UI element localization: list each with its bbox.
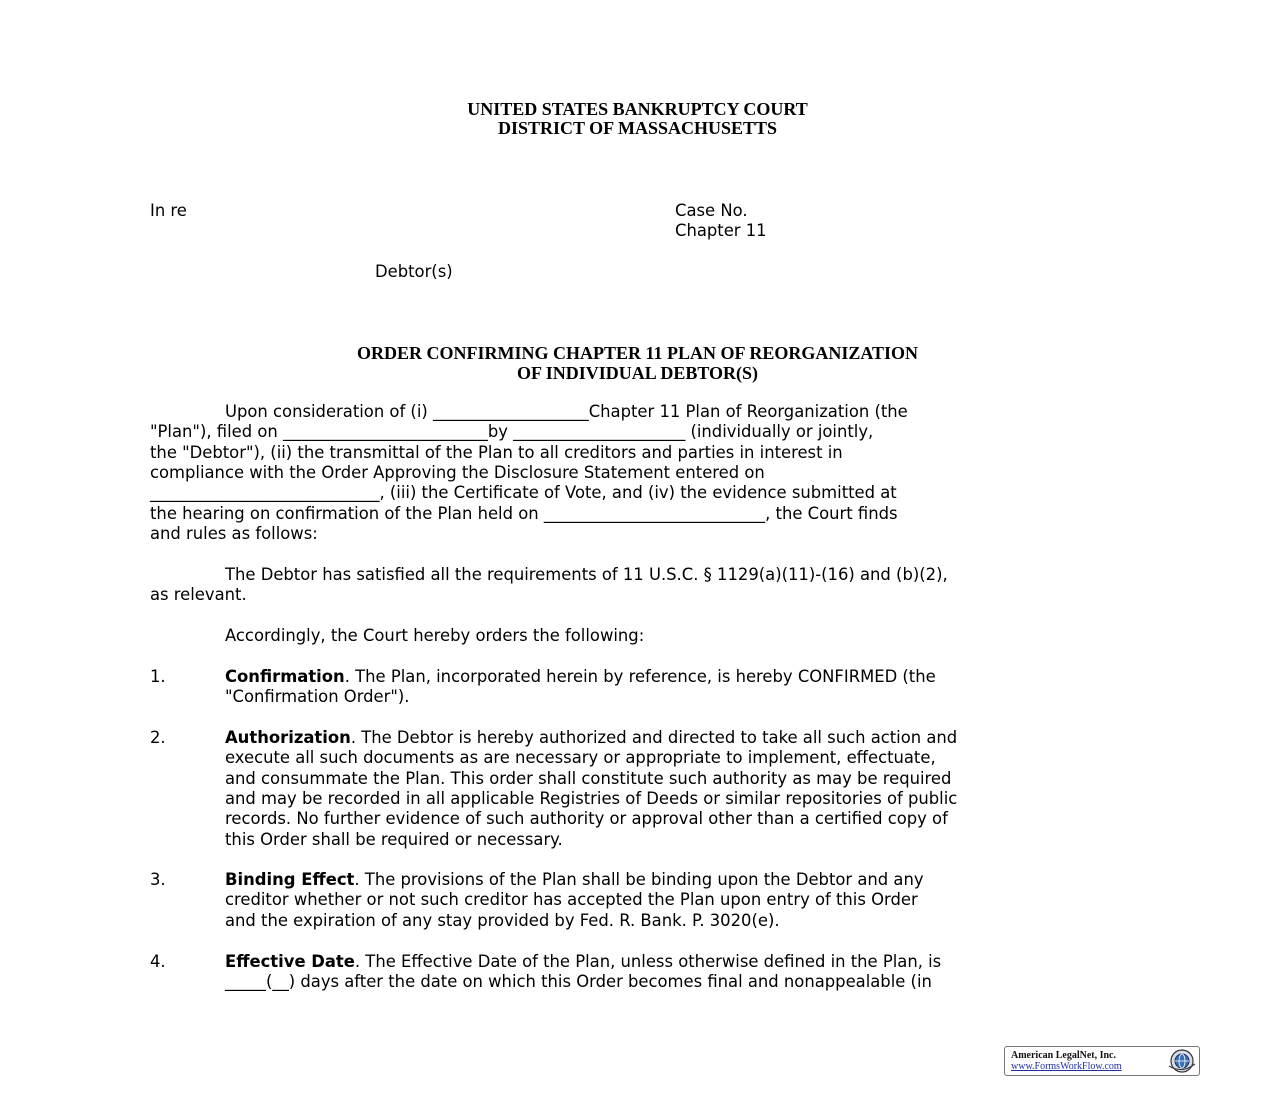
paragraph-line: ____________________________, (iii) the Certificate of Vote, and (iv) the evidence submitted at — [150, 483, 897, 503]
item-text: _____(__) days after the date on which this Order becomes final and nonappealable (in — [225, 972, 932, 992]
court-header — [0, 100, 1275, 138]
in-re-label: In re — [150, 201, 187, 220]
order-item-confirmation — [150, 667, 1130, 708]
item-text: and may be recorded in all applicable Registries of Deeds or similar repositories of public — [225, 789, 958, 809]
paragraph-line: the "Debtor"), (ii) the transmittal of the Plan to all creditors and parties in interest in — [150, 442, 843, 462]
item-text: execute all such documents as are necessary or appropriate to implement, effectuate, — [225, 748, 936, 768]
item-heading: Authorization — [225, 728, 351, 747]
debtors-label: Debtor(s) — [375, 262, 453, 281]
item-text: and consummate the Plan. This order shall constitute such authority as may be required — [225, 768, 952, 788]
item-text: and the expiration of any stay provided by Fed. R. Bank. P. 3020(e). — [225, 910, 780, 930]
order-item-binding-effect — [150, 870, 1130, 931]
item-text: "Confirmation Order"). — [225, 687, 410, 707]
order-item-authorization — [150, 728, 1130, 850]
case-number-label: Case No. — [675, 201, 748, 220]
order-title-line: ORDER CONFIRMING CHAPTER 11 PLAN OF REORGANIZATION — [356, 343, 919, 363]
american-legalnet-logo — [1004, 1046, 1200, 1076]
court-name: UNITED STATES BANKRUPTCY COURT — [467, 99, 808, 119]
orders-intro-paragraph — [150, 626, 1130, 646]
item-text: records. No further evidence of such authority or approval other than a certified copy of — [225, 809, 948, 829]
finding-paragraph — [150, 565, 1130, 606]
item-heading: Confirmation — [225, 667, 345, 686]
order-item-effective-date — [150, 952, 1130, 993]
intro-paragraph — [150, 402, 1130, 544]
logo-company-name: American LegalNet, Inc. — [1011, 1050, 1116, 1061]
paragraph-line: as relevant. — [150, 585, 247, 605]
item-text: . The Effective Date of the Plan, unless otherwise defined in the Plan, is — [354, 952, 942, 971]
item-text: creditor whether or not such creditor has accepted the Plan upon entry of this Order — [225, 890, 918, 910]
item-heading: Effective Date — [225, 952, 355, 971]
paragraph-line: Accordingly, the Court hereby orders the following: — [225, 626, 645, 645]
paragraph-line: Upon consideration of (i) ___________________Chapter 11 Plan of Reorganization (the — [225, 402, 908, 421]
item-heading: Binding Effect — [225, 870, 355, 889]
paragraph-line: The Debtor has satisfied all the requirements of 11 U.S.C. § 1129(a)(11)-(16) and (b)(2), — [225, 565, 948, 584]
order-title — [0, 343, 1275, 383]
paragraph-line: and rules as follows: — [150, 524, 318, 544]
paragraph-line: the hearing on confirmation of the Plan held on ___________________________, the Court finds — [150, 503, 898, 523]
item-text: this Order shall be required or necessary. — [225, 829, 563, 849]
paragraph-line: compliance with the Order Approving the Disclosure Statement entered on — [150, 463, 765, 483]
item-number: 4. — [150, 952, 166, 971]
globe-icon — [1165, 1048, 1197, 1074]
item-number: 1. — [150, 667, 166, 686]
logo-website-link[interactable]: www.FormsWorkFlow.com — [1011, 1061, 1122, 1072]
item-text: . The Debtor is hereby authorized and directed to take all such action and — [350, 728, 958, 747]
item-number: 2. — [150, 728, 166, 747]
chapter-label: Chapter 11 — [675, 221, 767, 240]
item-number: 3. — [150, 870, 166, 889]
order-title-line: OF INDIVIDUAL DEBTOR(S) — [516, 363, 759, 383]
item-text: . The Plan, incorporated herein by reference, is hereby CONFIRMED (the — [344, 667, 936, 686]
item-text: . The provisions of the Plan shall be binding upon the Debtor and any — [354, 870, 924, 889]
court-district: DISTRICT OF MASSACHUSETTS — [497, 118, 778, 138]
paragraph-line: "Plan"), filed on _________________________by _____________________ (individually or jointly, — [150, 422, 874, 442]
